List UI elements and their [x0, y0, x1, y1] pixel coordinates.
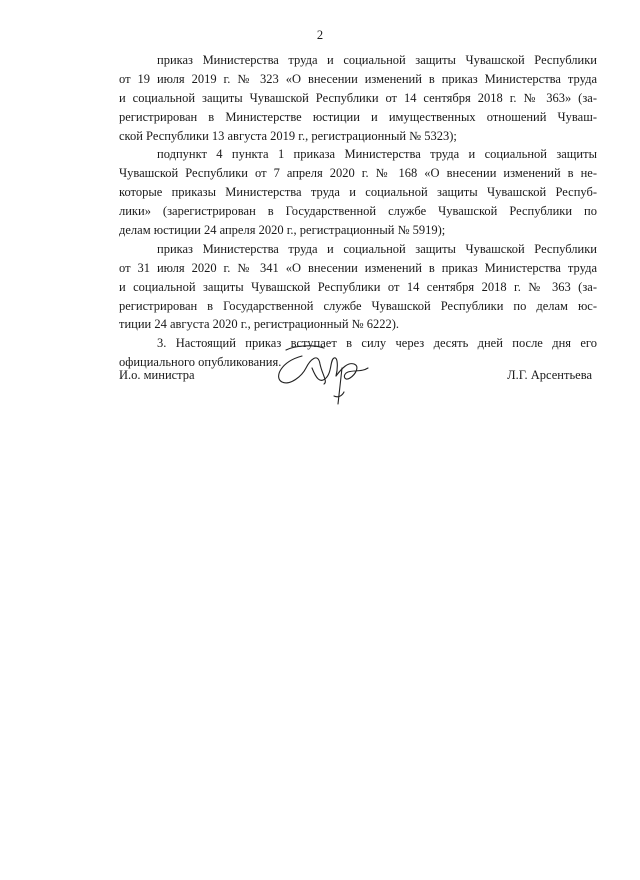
handwritten-signature — [272, 338, 384, 410]
text-line: официального опубликования. — [119, 355, 282, 370]
text-line: которые приказы Министерства труда и социальной защиты Чувашской Респуб- — [119, 185, 597, 200]
text-line: подпункт 4 пункта 1 приказа Министерства труда и социальной защиты — [157, 147, 597, 162]
text-line: приказ Министерства труда и социальной защиты Чувашской Республики — [157, 53, 597, 67]
signatory-role: И.о. министра — [119, 368, 195, 382]
text-line: тиции 24 августа 2020 г., регистрационный № 6222). — [119, 317, 399, 332]
text-line: делам юстиции 24 апреля 2020 г., регистрационный № 5919); — [119, 223, 446, 238]
text-line: и социальной защиты Чувашской Республики от 14 сентября 2018 г. № 363 (за- — [119, 279, 597, 294]
paragraph-1 — [119, 51, 597, 145]
text-line: регистрирован в Министерстве юстиции и имущественных отношений Чуваш- — [119, 109, 597, 124]
paragraph-3 — [119, 240, 597, 334]
text-line: ской Республики 13 августа 2019 г., регистрационный № 5323); — [119, 128, 457, 143]
text-line: регистрирован в Государственной службе Чувашской Республики по делам юс- — [119, 298, 597, 313]
text-line: Чувашской Республики от 7 апреля 2020 г. № 168 «О внесении изменений в не- — [119, 166, 597, 181]
paragraph-2 — [119, 145, 597, 239]
text-line: лики» (зарегистрирован в Государственной службе Чувашской Республики по — [119, 204, 597, 219]
text-line: приказ Министерства труда и социальной защиты Чувашской Республики — [157, 241, 597, 256]
document-body — [119, 51, 597, 372]
page-number: 2 — [316, 28, 324, 42]
signatory-name: Л.Г. Арсентьева — [507, 368, 592, 382]
text-line: от 19 июля 2019 г. № 323 «О внесении изменений в приказ Министерства труда — [119, 71, 597, 86]
text-line: 3. Настоящий приказ вступает в силу через десять дней после дня его — [157, 336, 597, 351]
text-line: от 31 июля 2020 г. № 341 «О внесении изменений в приказ Министерства труда — [119, 260, 597, 275]
text-line: и социальной защиты Чувашской Республики от 14 сентября 2018 г. № 363» (за- — [119, 90, 597, 105]
